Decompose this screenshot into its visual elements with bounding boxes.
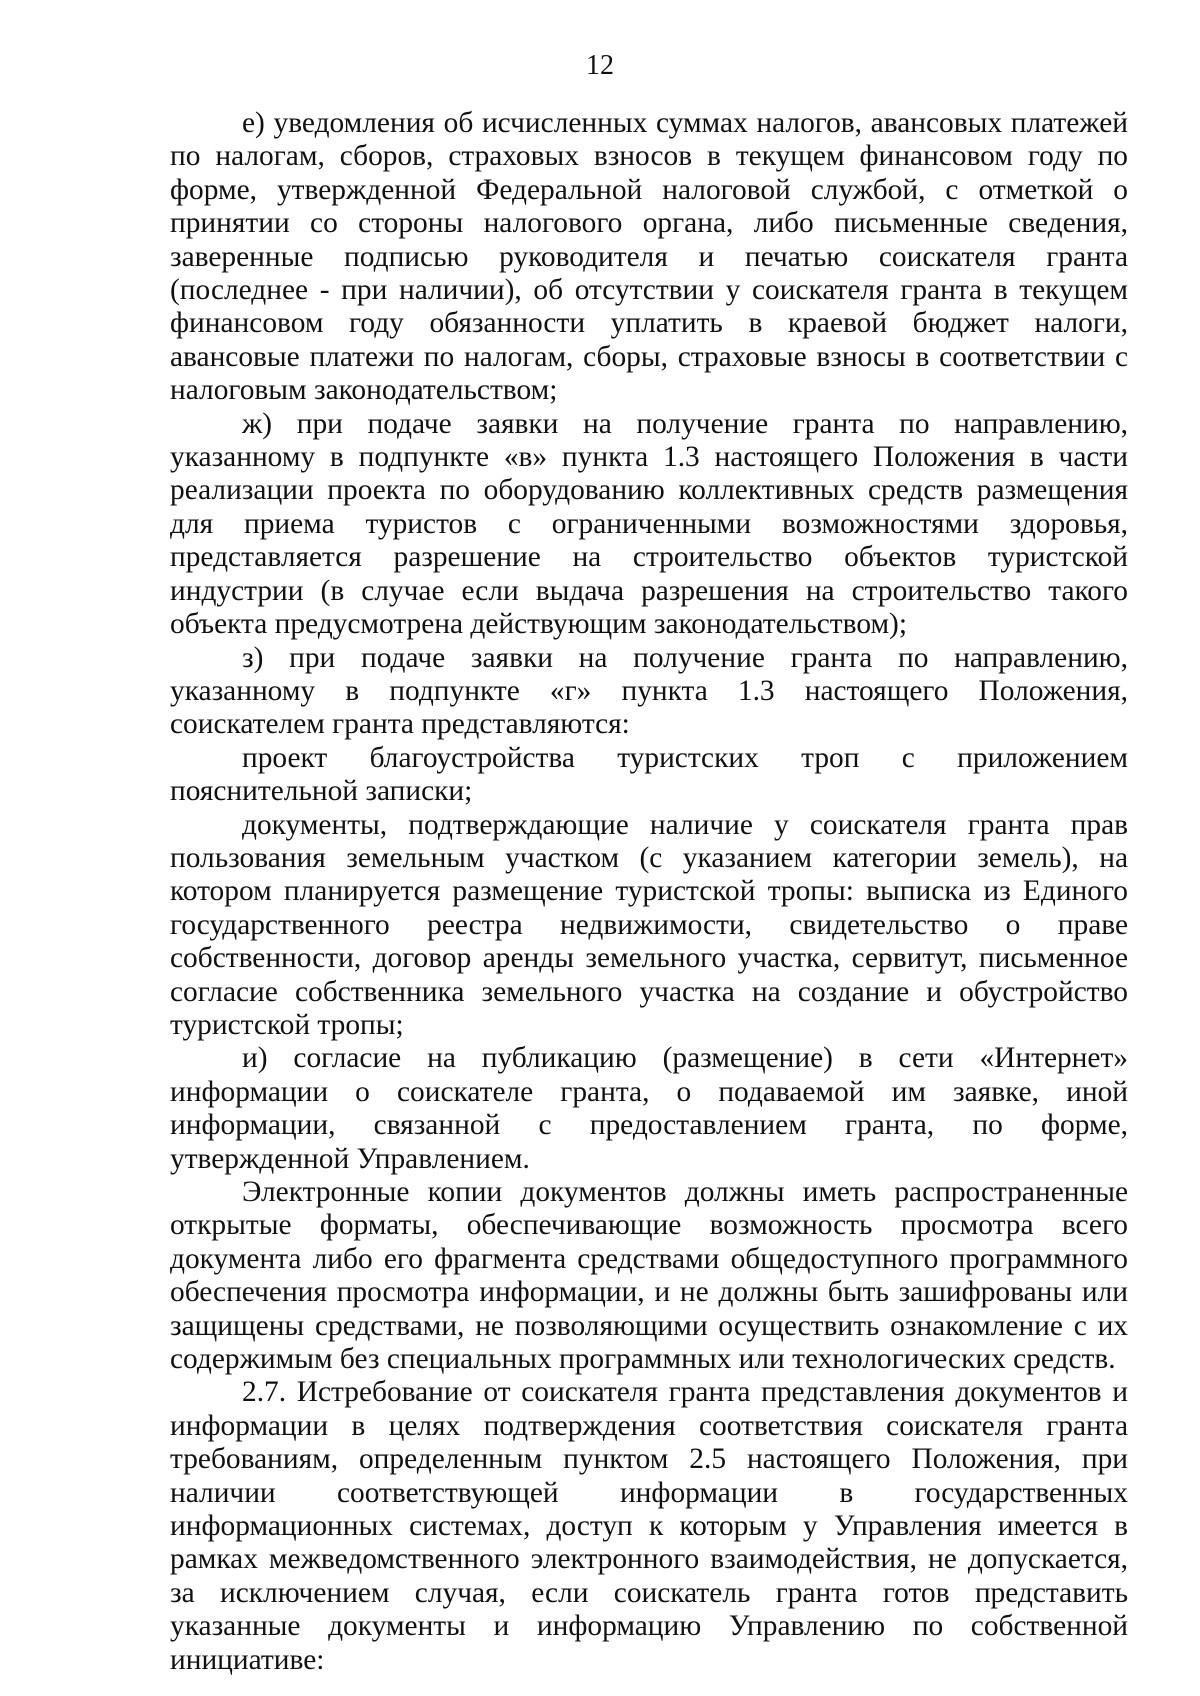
paragraph-land-documents: документы, подтверждающие наличие у соискателя гранта прав пользования земельным участком (с указанием категории земель), на котором планируется размещение туристской тропы: выписка из Единого государственного реестра недвижимости, свидетельство о праве собственности, договор аренды земельного участка, сервитут, письменное согласие собственника земельного участка на создание и обустройство туристской тропы;	[170, 808, 1128, 1041]
paragraph-e-tax-notices: е) уведомления об исчисленных суммах налогов, авансовых платежей по налогам, сборов, страховых взносов в текущем финансовом году по форме, утвержденной Федеральной налоговой службой, с отметкой о принятии со стороны налогового органа, либо письменные сведения, заверенные подписью руководителя и печатью соискателя гранта (последнее - при наличии), об отсутствии у соискателя гранта в текущем финансовом году обязанности уплатить в краевой бюджет налоги, авансовые платежи по налогам, сборы, страховые взносы в соответствии с налоговым законодательством;	[170, 107, 1128, 407]
paragraph-i-publication-consent: и) согласие на публикацию (размещение) в сети «Интернет» информации о соискателе гранта, о подаваемой им заявке, иной информации, связанной с предоставлением гранта, по форме, утвержденной Управлением.	[170, 1042, 1128, 1175]
paragraph-z-tourist-trails: з) при подаче заявки на получение гранта по направлению, указанному в подпункте «г» пункта 1.3 настоящего Положения, соискателем гранта представляются:	[170, 641, 1128, 741]
paragraph-2-7-document-request: 2.7. Истребование от соискателя гранта представления документов и информации в целях подтверждения соответствия соискателя гранта требованиям, определенным пунктом 2.5 настоящего Положения, при наличии соответствующей информации в государственных информационных системах, доступ к которым у Управления имеется в рамках межведомственного электронного взаимодействия, не допускается, за исключением случая, если соискатель гранта готов представить указанные документы и информацию Управлению по собственной инициативе:	[170, 1376, 1128, 1676]
page-number: 12	[586, 50, 614, 81]
paragraph-trail-project: проект благоустройства туристских троп с приложением пояснительной записки;	[170, 741, 1128, 808]
paragraph-zh-construction-permit: ж) при подаче заявки на получение гранта по направлению, указанному в подпункте «в» пункта 1.3 настоящего Положения в части реализации проекта по оборудованию коллективных средств размещения для приема туристов с ограниченными возможностями здоровья, представляется разрешение на строительство объектов туристской индустрии (в случае если выдача разрешения на строительство такого объекта предусмотрена действующим законодательством);	[170, 407, 1128, 641]
paragraph-electronic-copies: Электронные копии документов должны иметь распространенные открытые форматы, обеспечивающие возможность просмотра всего документа либо его фрагмента средствами общедоступного программного обеспечения просмотра информации, и не должны быть зашифрованы или защищены средствами, не позволяющими осуществить ознакомление с их содержимым без специальных программных или технологических средств.	[170, 1176, 1128, 1376]
document-body	[170, 107, 1128, 1677]
